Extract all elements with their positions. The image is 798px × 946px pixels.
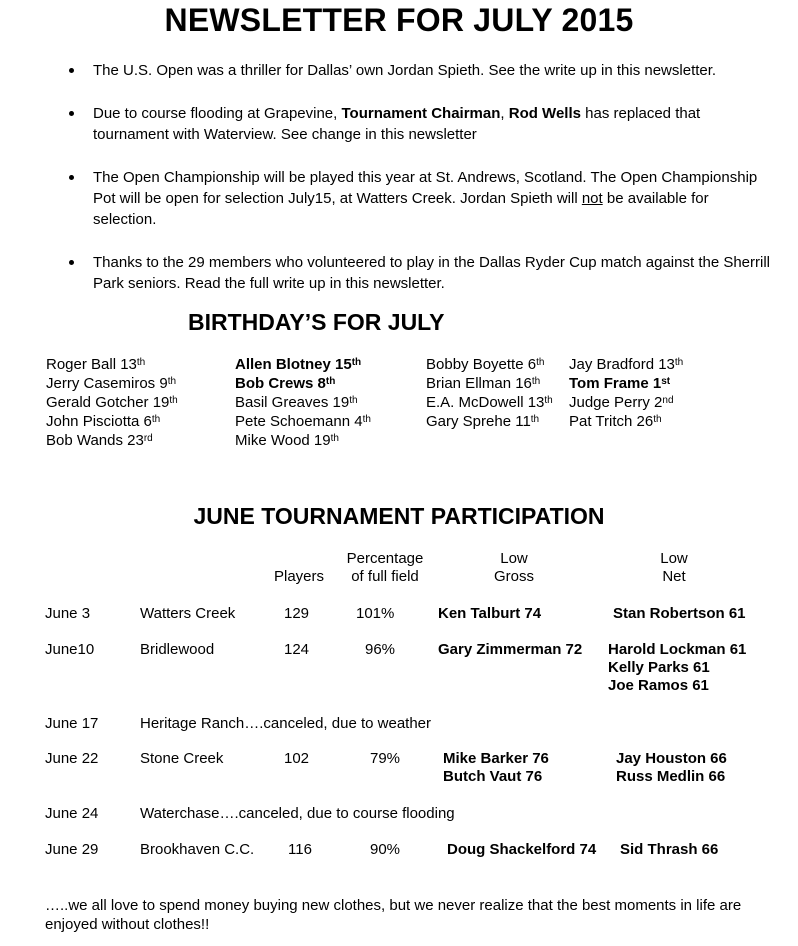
row-players: 129: [284, 605, 310, 622]
tournament-section-title: JUNE TOURNAMENT PARTICIPATION: [193, 503, 605, 529]
row-course: Bridlewood: [140, 641, 215, 658]
birthday-column-1: [46, 355, 178, 450]
birthday-column-2: [235, 355, 371, 450]
row-players: 124: [284, 641, 310, 658]
row-players: 116: [288, 841, 312, 858]
birthday-entry: John Pisciotta 6th: [46, 413, 161, 430]
birthday-entry: Gerald Gotcher 19th: [46, 394, 178, 411]
row-percentage: 79%: [370, 750, 401, 767]
announcement-emphasis: Tournament Chairman: [341, 105, 501, 122]
row-low-gross: Doug Shackelford 74: [447, 841, 597, 858]
row-date: June 22: [45, 750, 99, 767]
birthday-entry: Judge Perry 2nd: [569, 394, 674, 411]
birthday-entry: Bob Wands 23rd: [46, 432, 153, 449]
header-percentage: Percentage of full field: [346, 550, 424, 585]
row-course: Brookhaven C.C.: [140, 841, 255, 858]
row-date: June 24: [45, 805, 99, 822]
birthday-entry: Pat Tritch 26th: [569, 413, 662, 430]
birthday-entry: Jerry Casemiros 9th: [46, 375, 177, 392]
birthday-entry: Pete Schoemann 4th: [235, 413, 371, 430]
header-low-gross: Low Gross: [493, 550, 534, 585]
announcement-text: has replaced that tournament with Waterview. See change in this newsletter: [93, 105, 701, 143]
row-course: Watters Creek: [140, 605, 236, 622]
birthday-entry: Basil Greaves 19th: [235, 394, 358, 411]
birthday-entry: E.A. McDowell 13th: [426, 394, 553, 411]
row-percentage: 90%: [370, 841, 401, 858]
announcement-emphasis: Rod Wells: [508, 105, 581, 122]
announcement-text: The Open Championship will be played this year at St. Andrews, Scotland. The Open Championship Pot will be open for selection July15, at Watters Creek. Jordan Spieth will: [93, 169, 758, 207]
row-low-gross: Ken Talburt 74: [438, 605, 542, 622]
birthday-entry: Roger Ball 13th: [46, 356, 146, 373]
announcement-text: Thanks to the 29 members who volunteered to play in the Dallas Ryder Cup match against the Sherrill Park seniors. Read the full write up in this newsletter.: [93, 254, 771, 292]
row-low-gross: Mike Barker 76 Butch Vaut 76: [443, 750, 549, 785]
row-low-net: Jay Houston 66 Russ Medlin 66: [616, 750, 727, 785]
birthday-entry: Brian Ellman 16th: [426, 375, 541, 392]
newsletter-title: NEWSLETTER FOR JULY 2015: [164, 2, 634, 38]
row-percentage: 96%: [365, 641, 396, 658]
row-date: June10: [45, 641, 95, 658]
header-low-net: Low Net: [660, 550, 688, 585]
birthday-column-4: [569, 355, 683, 431]
row-low-net: Stan Robertson 61: [613, 605, 746, 622]
row-percentage: 101%: [356, 605, 395, 622]
announcement-list: [93, 60, 773, 316]
row-note: Heritage Ranch….canceled, due to weather: [140, 715, 432, 732]
birthday-entry: Tom Frame 1st: [569, 375, 671, 392]
row-players: 102: [284, 750, 310, 767]
birthday-column-3: [426, 355, 553, 431]
row-low-gross: Gary Zimmerman 72: [438, 641, 583, 658]
birthday-entry: Bob Crews 8th: [235, 375, 336, 392]
announcement-underline: not: [581, 190, 603, 207]
announcement-text: The U.S. Open was a thriller for Dallas’ own Jordan Spieth. See the write up in this newsletter.: [93, 62, 717, 79]
announcement-text: Due to course flooding at Grapevine,: [93, 105, 342, 122]
row-date: June 17: [45, 715, 99, 732]
announcement-text: be available for selection.: [93, 190, 709, 228]
row-low-net: Harold Lockman 61 Kelly Parks 61 Joe Ramos 61: [608, 641, 747, 694]
announcement-item: [93, 252, 773, 294]
birthday-entry: Mike Wood 19th: [235, 432, 339, 449]
announcement-item: [93, 60, 773, 81]
birthday-entry: Allen Blotney 15th: [235, 356, 362, 373]
birthday-entry: Jay Bradford 13th: [569, 356, 684, 373]
row-date: June 29: [45, 841, 99, 858]
announcement-item: [93, 103, 773, 145]
birthday-section-title: BIRTHDAY’S FOR JULY: [188, 309, 445, 335]
birthday-entry: Gary Sprehe 11th: [426, 413, 540, 430]
header-players: Players: [273, 568, 325, 585]
birthday-entry: Bobby Boyette 6th: [426, 356, 545, 373]
announcement-text: ,: [500, 105, 509, 122]
row-date: June 3: [45, 605, 91, 622]
row-low-net: Sid Thrash 66: [620, 841, 719, 858]
row-course: Stone Creek: [140, 750, 224, 767]
footer-quote: …..we all love to spend money buying new clothes, but we never realize that the best moments in life are enjoyed without clothes!!: [45, 897, 742, 933]
row-note: Waterchase….canceled, due to course flooding: [140, 805, 455, 822]
announcement-item: [93, 167, 773, 230]
